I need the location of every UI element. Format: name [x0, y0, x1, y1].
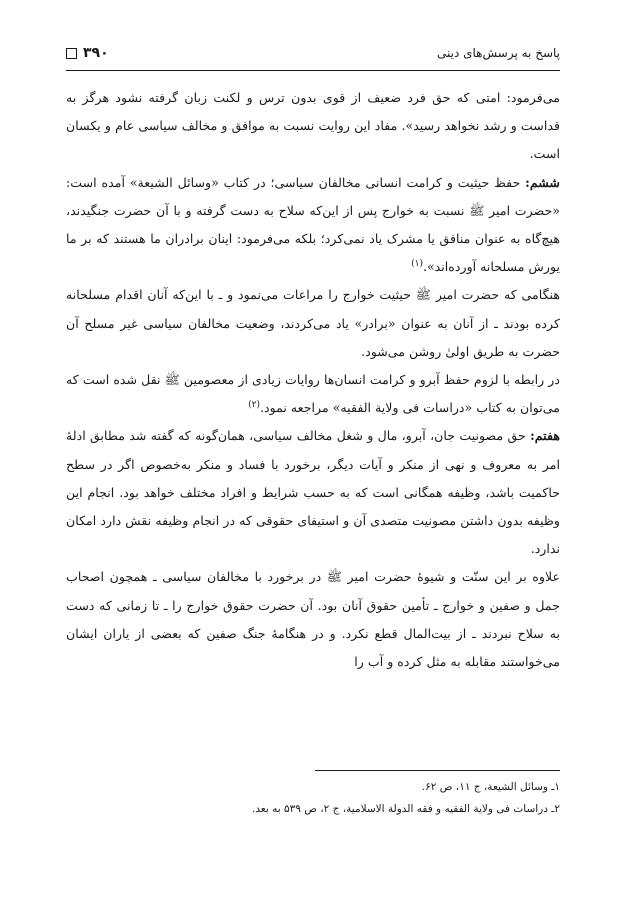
paragraph-6: علاوه بر این سنّت و شیوهٔ حضرت امیر ﷺ در برخورد با مخالفان سیاسی ـ همچون اصحاب جمل و صفین و خوارج ـ تأمین حقوق آنان بود. آن حضرت حقوق خوارج را ـ تا زمانی که دست به سلاح نبردند ـ از بیت‌المال قطع نکرد. و در هنگامهٔ جنگ صفین که بعضی از یاران ایشان می‌خواستند مقابله به مثل کرده و آب را [66, 569, 560, 670]
footnote-ref-1[interactable]: (۱) [411, 259, 423, 270]
header-divider [66, 70, 560, 71]
footnote-1: ۱ـ وسائل الشیعة، ج ۱۱، ص ۶۲. [421, 781, 560, 793]
page-header [66, 40, 560, 66]
footnote-ref-2[interactable]: (۲) [248, 400, 260, 411]
body-text [66, 84, 560, 676]
page-number: ۳۹۰ [83, 45, 109, 61]
paragraph-3: هنگامی که حضرت امیر ﷺ حیثیت خوارج را مراعات می‌نمود و ـ با این‌که آنان اقدام مسلحانه کرده بودند ـ از آنان به عنوان «برادر» یاد می‌کردند، وضعیت مخالفان سیاسی غیر مسلح آن حضرت به طریق اولیٰ روشن می‌شود. [66, 287, 560, 359]
section-label-sixth: ششم: [525, 174, 560, 190]
paragraph-2-text: حفظ حیثیت و کرامت انسانی مخالفان سیاسی؛ در کتاب «وسائل الشیعة» آمده است: «حضرت امیر ﷺ نسبت به خوارج پس از این‌که سلاح به دست گرفته و با آن حضرت جنگیدند، هیچ‌گاه به عنوان منافق یا مشرک یاد نمی‌کرد؛ بلکه می‌فرمود: اینان برادران ما هستند که بر ما یورش مسلحانه آورده‌اند». [66, 174, 560, 275]
running-title: پاسخ به پرسش‌های دینی [436, 46, 560, 60]
section-label-seventh: هفتم: [530, 428, 560, 444]
square-icon [66, 48, 77, 59]
paragraph-2 [66, 169, 560, 282]
footnote-divider [315, 770, 560, 771]
paragraph-1: می‌فرمود: امتی که حق فرد ضعیف از قوی بدون ترس و لکنت زبان گرفته نشود هرگز به قداست و رشد نخواهد رسید». مفاد این روایت نسبت به موافق و مخالف سیاسی عام و یکسان است. [66, 90, 560, 162]
paragraph-5-text: حق مصونیت جان، آبرو، مال و شغل مخالف سیاسی، همان‌گونه که گفته شد مطابق ادلهٔ امر به معروف و نهی از منکر و آیات دیگر، برخورد با فساد و منکر به‌خصوص اگر در سطح حاکمیت باشد، وظیفه همگانی است که به حسب شرایط و افراد مختلف خواهد بود. انجام این وظیفه بدون داشتن مصونیت متصدی آن و استیفای حقوقی که در انجام وظیفه نقش دارد امکان ندارد. [66, 428, 560, 557]
footnotes [66, 776, 560, 820]
page-number-group [66, 45, 109, 61]
paragraph-4-text: در رابطه با لزوم حفظ آبرو و کرامت انسان‌ها روایات زیادی از معصومین ﷺ نقل شده است که می‌توان به کتاب «دراسات فی ولایة الفقیه» مراجعه نمود. [66, 372, 560, 416]
paragraph-4 [66, 366, 560, 422]
paragraph-5 [66, 422, 560, 563]
footnote-2: ۲ـ دراسات فی ولایة الفقیه و فقه الدولة الاسلامیة، ج ۲، ص ۵۳۹ به بعد. [251, 803, 560, 815]
